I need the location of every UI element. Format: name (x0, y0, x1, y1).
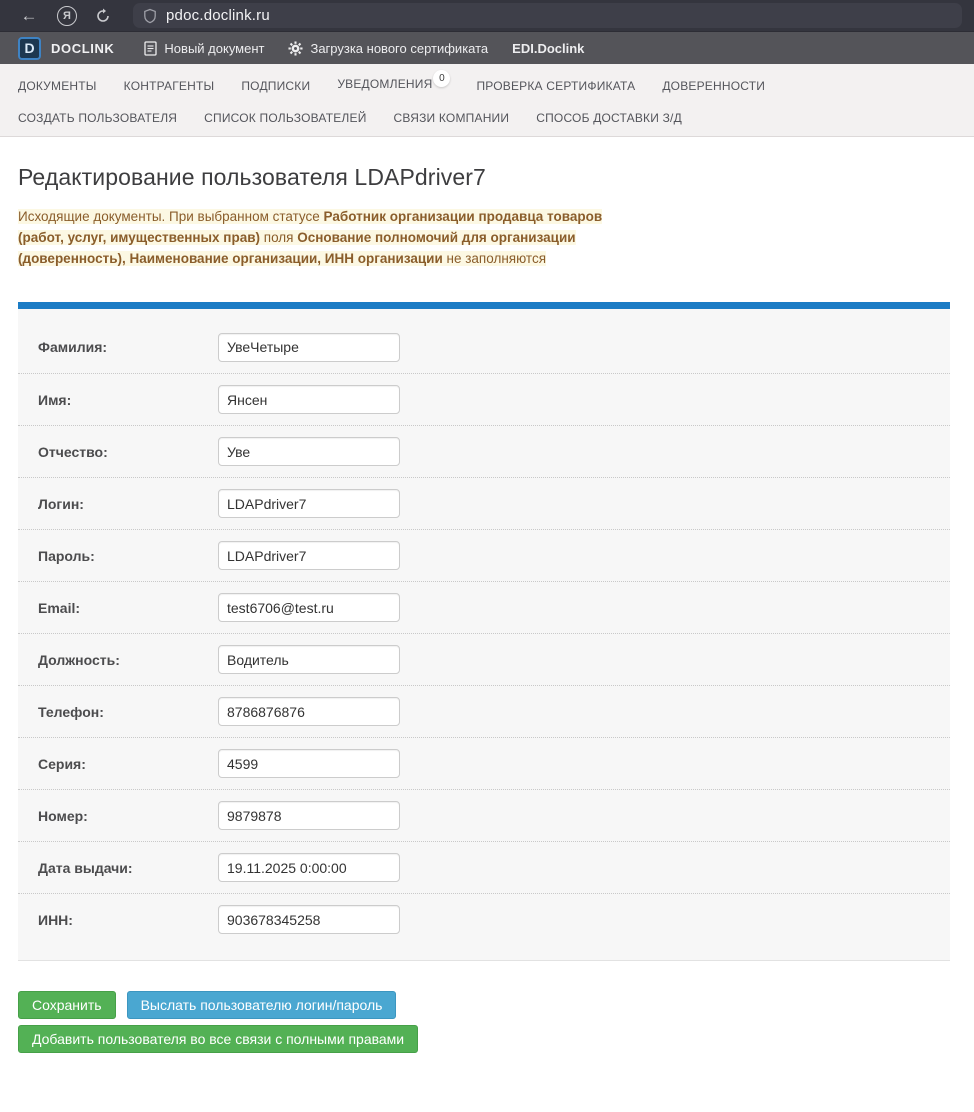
user-edit-form (18, 302, 950, 961)
email-label: Email: (38, 599, 81, 616)
page-title: Редактирование пользователя LDAPdriver7 (18, 164, 486, 190)
shield-icon (143, 8, 157, 24)
doclink-brand[interactable] (18, 37, 114, 60)
menu-create-user[interactable]: СОЗДАТЬ ПОЛЬЗОВАТЕЛЯ (18, 111, 178, 125)
add-user-all-links-button[interactable]: Добавить пользователя во все связи с полными правами (18, 1025, 418, 1053)
button-row-2 (18, 1025, 950, 1053)
password-label: Пароль: (38, 547, 95, 564)
brand-name: DOCLINK (51, 40, 115, 56)
menu-band (0, 64, 974, 137)
middlename-label: Отчество: (38, 443, 108, 460)
url-text: pdoc.doclink.ru (166, 7, 270, 24)
firstname-label: Имя: (38, 391, 72, 408)
menu-user-list[interactable]: СПИСОК ПОЛЬЗОВАТЕЛЕЙ (204, 111, 367, 125)
app-navbar (0, 31, 974, 64)
form-row-number (18, 789, 950, 841)
edi-doclink-link[interactable] (512, 41, 584, 56)
save-button[interactable]: Сохранить (18, 991, 116, 1019)
menu-row-users (18, 111, 956, 125)
form-body (18, 309, 950, 961)
number-input[interactable] (218, 801, 400, 830)
form-row-inn (18, 893, 950, 945)
inn-label: ИНН: (38, 911, 73, 928)
form-row-password (18, 529, 950, 581)
edi-doclink-label: EDI.Doclink (512, 40, 585, 56)
form-row-lastname (18, 321, 950, 373)
position-label: Должность: (38, 651, 120, 668)
phone-label: Телефон: (38, 703, 104, 720)
form-row-issue-date (18, 841, 950, 893)
issue-date-label: Дата выдачи: (38, 859, 133, 876)
browser-toolbar (0, 0, 974, 31)
email-input[interactable] (218, 593, 400, 622)
menu-certificate-check[interactable]: ПРОВЕРКА СЕРТИФИКАТА (476, 78, 636, 93)
back-icon[interactable]: ← (20, 5, 38, 25)
main-content (0, 164, 974, 1053)
button-row-1 (18, 991, 950, 1019)
form-row-position (18, 633, 950, 685)
notifications-badge: 0 (433, 70, 450, 87)
menu-powers-of-attorney[interactable]: ДОВЕРЕННОСТИ (662, 78, 766, 93)
lastname-label: Фамилия: (38, 339, 108, 355)
new-document-label: Новый документ (164, 40, 265, 56)
form-row-login (18, 477, 950, 529)
doclink-logo-icon: D (18, 37, 41, 60)
address-bar[interactable] (133, 3, 962, 28)
menu-company-links[interactable]: СВЯЗИ КОМПАНИИ (393, 111, 510, 125)
menu-documents[interactable]: ДОКУМЕНТЫ (18, 78, 97, 93)
yandex-browser-icon[interactable]: Я (57, 6, 77, 26)
menu-row-main (18, 73, 956, 94)
button-area (18, 991, 950, 1053)
send-credentials-button[interactable]: Выслать пользователю логин/пароль (127, 991, 397, 1019)
menu-contractors[interactable]: КОНТРАГЕНТЫ (123, 78, 215, 93)
menu-subscriptions[interactable]: ПОДПИСКИ (241, 78, 311, 93)
form-row-series (18, 737, 950, 789)
form-row-firstname (18, 373, 950, 425)
gear-icon (288, 41, 303, 56)
menu-notifications[interactable]: УВЕДОМЛЕНИЯ 0 (337, 77, 449, 94)
document-icon (144, 41, 157, 56)
reload-icon[interactable] (95, 8, 111, 24)
password-input[interactable] (218, 541, 400, 570)
login-label: Логин: (38, 495, 84, 512)
upload-certificate-link[interactable] (288, 41, 488, 56)
form-row-middlename (18, 425, 950, 477)
number-label: Номер: (38, 807, 88, 824)
form-accent-bar (18, 302, 950, 309)
firstname-input[interactable] (218, 385, 400, 414)
inn-input[interactable] (218, 905, 400, 934)
issue-date-input[interactable] (218, 853, 400, 882)
series-input[interactable] (218, 749, 400, 778)
upload-certificate-label: Загрузка нового сертификата (310, 40, 489, 56)
series-label: Серия: (38, 755, 86, 772)
menu-delivery-method[interactable]: СПОСОБ ДОСТАВКИ З/Д (536, 111, 682, 125)
lastname-input[interactable] (218, 333, 400, 362)
phone-input[interactable] (218, 697, 400, 726)
middlename-input[interactable] (218, 437, 400, 466)
position-input[interactable] (218, 645, 400, 674)
warning-message: Исходящие документы. При выбранном статусе Работник организации продавца товаров (работ, услуг, имущественных прав) поля Основание полномочий для организации (доверенность), Наименование организации, ИНН организации не заполняются (18, 209, 603, 266)
login-input[interactable] (218, 489, 400, 518)
new-document-link[interactable] (144, 41, 264, 56)
form-row-email (18, 581, 950, 633)
form-row-phone (18, 685, 950, 737)
